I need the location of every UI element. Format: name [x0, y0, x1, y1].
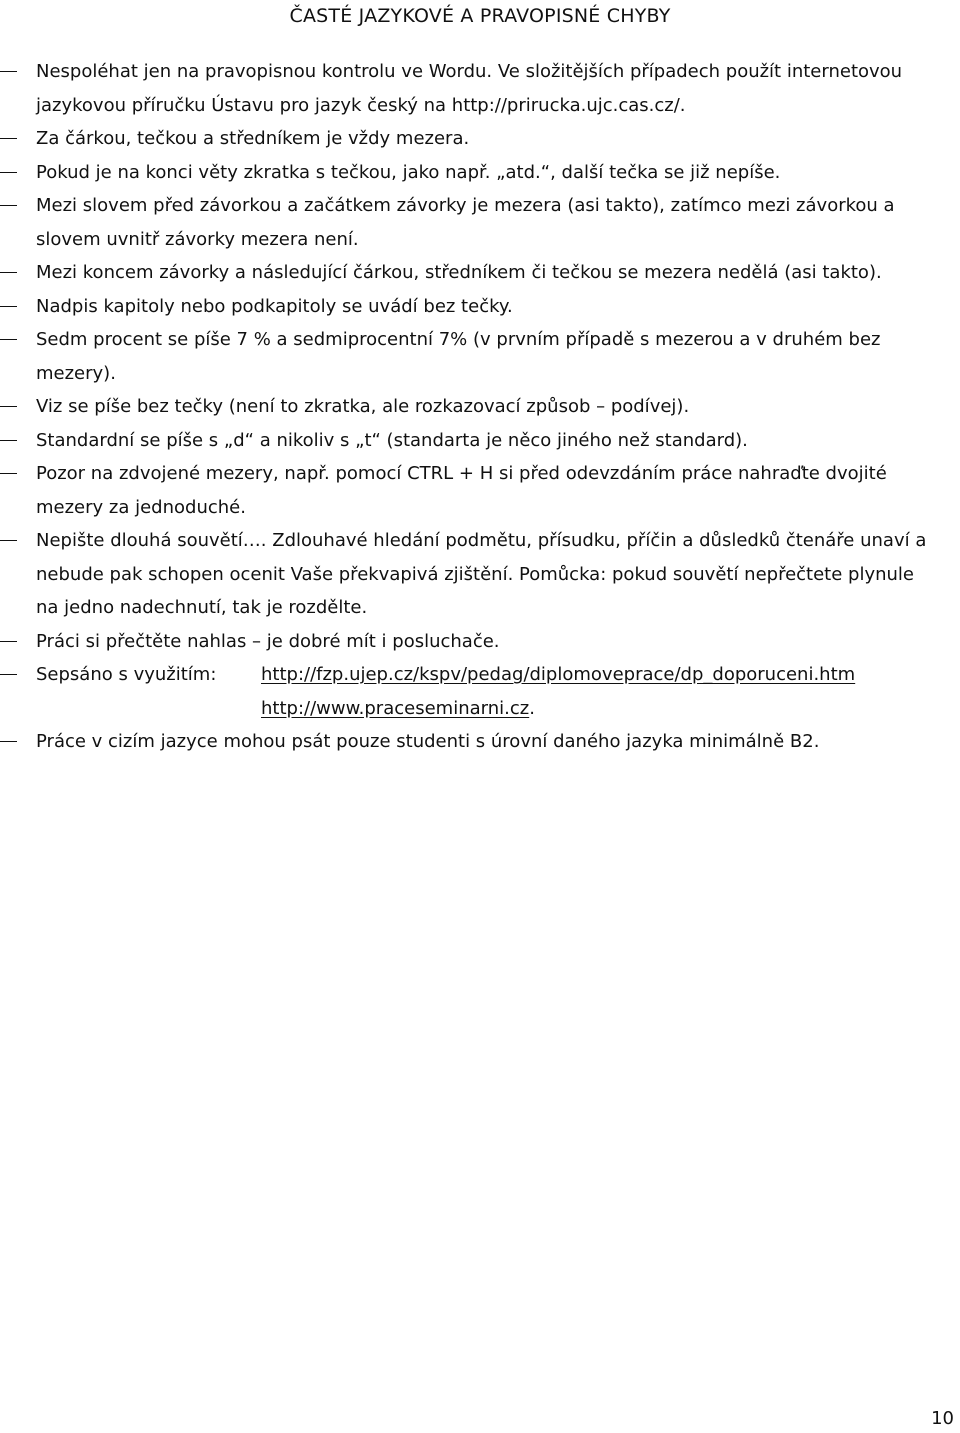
references-item	[0, 658, 940, 725]
rule-text: Pokud je na konci věty zkratka s tečkou, jako např. „atd.“, další tečka se již nepíše.	[36, 161, 781, 183]
rules-list	[0, 55, 940, 759]
dash-bullet-icon	[0, 138, 17, 139]
dash-bullet-icon	[0, 440, 17, 441]
list-item	[0, 390, 940, 424]
list-item	[0, 457, 940, 524]
rule-text: Nepište dlouhá souvětí…. Zdlouhavé hledání podmětu, přísudku, příčin a důsledků čtenáře unaví a nebude pak schopen ocenit Vaše překvapivá zjištění. Pomůcka: pokud souvětí nepřečtete plynule na jedno nadechnutí, tak je rozdělte.	[36, 530, 927, 618]
rule-text: Mezi slovem před závorkou a začátkem závorky je mezera (asi takto), zatímco mezi závorkou a slovem uvnitř závorky mezera není.	[36, 195, 895, 250]
list-item	[0, 424, 940, 458]
reference-link-fzp[interactable]: http://fzp.ujep.cz/kspv/pedag/diplomoveprace/dp_doporuceni.htm	[261, 664, 856, 685]
list-item	[0, 290, 940, 324]
reference-period: .	[529, 697, 535, 719]
dash-bullet-icon	[0, 306, 17, 307]
dash-bullet-icon	[0, 205, 17, 206]
references-row	[36, 658, 940, 725]
list-item	[0, 55, 940, 122]
list-item	[0, 256, 940, 290]
rule-text: Práci si přečtěte nahlas – je dobré mít i posluchače.	[36, 630, 500, 652]
list-item	[0, 189, 940, 256]
rule-text: Nadpis kapitoly nebo podkapitoly se uvádí bez tečky.	[36, 295, 513, 317]
dash-bullet-icon	[0, 473, 17, 474]
reference-line-2	[261, 692, 855, 726]
rule-text: Viz se píše bez tečky (není to zkratka, ale rozkazovací způsob – podívej).	[36, 396, 690, 417]
dash-bullet-icon	[0, 406, 17, 407]
rule-text: Práce v cizím jazyce mohou psát pouze studenti s úrovní daného jazyka minimálně B2.	[36, 731, 820, 752]
dash-bullet-icon	[0, 172, 17, 173]
page-title: ČASTÉ JAZYKOVÉ A PRAVOPISNÉ CHYBY	[289, 5, 671, 27]
list-item	[0, 524, 940, 625]
reference-link-praceseminarni[interactable]: http://www.praceseminarni.cz	[261, 697, 530, 719]
rule-text: Pozor na zdvojené mezery, např. pomocí CTRL + H si před odevzdáním práce nahraďte dvojité mezery za jednoduché.	[36, 463, 887, 518]
dash-bullet-icon	[0, 674, 17, 675]
list-item	[0, 122, 940, 156]
dash-bullet-icon	[0, 741, 17, 742]
list-item	[0, 725, 940, 759]
references-label: Sepsáno s využitím:	[36, 664, 217, 685]
rule-text: Sedm procent se píše 7 % a sedmiprocentní 7% (v prvním případě s mezerou a v druhém bez mezery).	[36, 329, 881, 384]
page-number: 10	[931, 1408, 954, 1429]
dash-bullet-icon	[0, 71, 17, 72]
rule-text: Za čárkou, tečkou a středníkem je vždy mezera.	[36, 128, 470, 149]
rule-text: Nespoléhat jen na pravopisnou kontrolu ve Wordu. Ve složitějších případech použít internetovou jazykovou příručku Ústavu pro jazyk český na http://prirucka.ujc.cas.cz/.	[36, 61, 903, 116]
dash-bullet-icon	[0, 272, 17, 273]
dash-bullet-icon	[0, 641, 17, 642]
rule-text: Mezi koncem závorky a následující čárkou, středníkem či tečkou se mezera nedělá (asi takto).	[36, 262, 882, 283]
dash-bullet-icon	[0, 540, 17, 541]
references-links	[261, 658, 855, 725]
list-item	[0, 323, 940, 390]
dash-bullet-icon	[0, 339, 17, 340]
list-item	[0, 625, 940, 659]
list-item	[0, 156, 940, 190]
rule-text: Standardní se píše s „d“ a nikoliv s „t“ (standarta je něco jiného než standard).	[36, 429, 748, 451]
